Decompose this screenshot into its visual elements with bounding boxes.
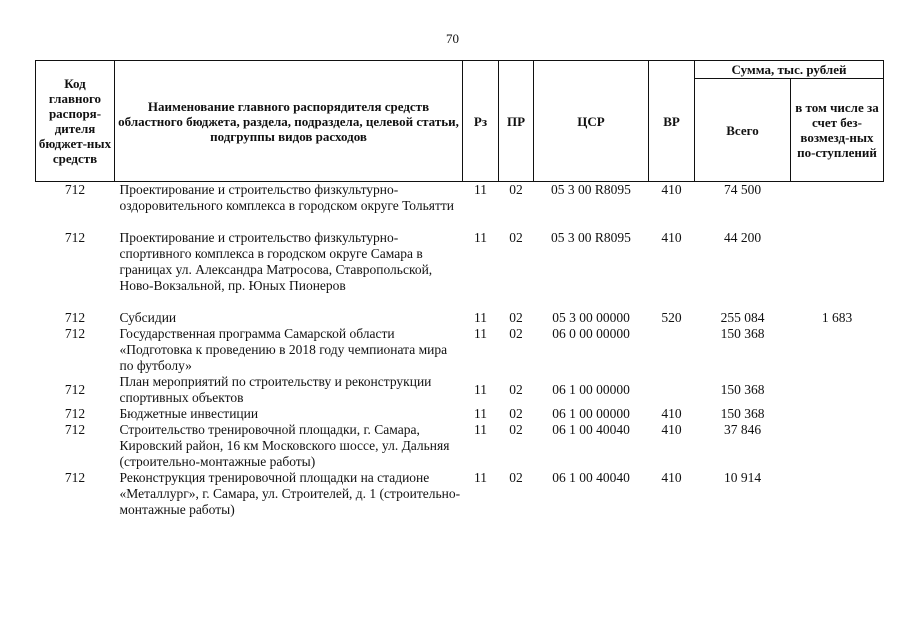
table-row — [36, 406, 884, 422]
cell-csr: 06 1 00 00000 — [552, 382, 630, 397]
cell-vr: 410 — [661, 422, 682, 437]
cell-name: Проектирование и строительство физкультурно-спортивного комплекса в городском округе Самара в границах ул. Александра Матросова, Ставропольской, Ново-Вокзальной, пр. Юных Пионеров — [119, 230, 433, 293]
cell-csr: 05 3 00 R8095 — [551, 230, 631, 245]
cell-incl — [791, 470, 884, 518]
cell-incl — [791, 406, 884, 422]
cell-total: 44 200 — [723, 230, 762, 245]
cell-vr: 410 — [661, 470, 682, 485]
header-vr: ВР — [649, 61, 695, 182]
cell-vr — [649, 374, 695, 406]
cell-rz: 11 — [474, 310, 487, 325]
cell-name: Строительство тренировочной площадки, г. Самара, Кировский район, 16 км Московского шоссе, ул. Дальняя (строительно-монтажные работы) — [119, 422, 450, 469]
table-row — [36, 374, 884, 406]
cell-incl — [791, 422, 884, 470]
cell-code: 712 — [64, 470, 86, 485]
cell-rz: 11 — [474, 326, 487, 341]
cell-total: 255 084 — [720, 310, 765, 325]
table-row — [36, 182, 884, 231]
cell-csr: 06 1 00 00000 — [552, 406, 630, 421]
cell-csr: 05 3 00 00000 — [552, 310, 630, 325]
cell-pr: 02 — [509, 382, 523, 397]
page-number: 70 — [446, 31, 459, 46]
header-pr: ПР — [499, 61, 534, 182]
cell-pr: 02 — [509, 326, 523, 341]
cell-total: 150 368 — [720, 382, 765, 397]
cell-rz: 11 — [474, 182, 487, 197]
cell-name: План мероприятий по строительству и реконструкции спортивных объектов — [119, 374, 432, 405]
cell-code: 712 — [64, 422, 86, 437]
cell-pr: 02 — [509, 310, 523, 325]
cell-total: 37 846 — [723, 422, 762, 437]
header-code: Код главного распоря-дителя бюджет-ных средств — [36, 61, 115, 182]
cell-rz: 11 — [474, 470, 487, 485]
cell-csr: 05 3 00 R8095 — [551, 182, 631, 197]
cell-rz: 11 — [474, 382, 487, 397]
table-row — [36, 422, 884, 470]
cell-pr: 02 — [509, 406, 523, 421]
cell-rz: 11 — [474, 422, 487, 437]
cell-rz: 11 — [474, 406, 487, 421]
cell-name: Бюджетные инвестиции — [119, 406, 259, 421]
cell-name: Проектирование и строительство физкультурно-оздоровительного комплекса в городском округе Тольятти — [119, 182, 454, 213]
cell-csr: 06 0 00 00000 — [552, 326, 630, 341]
cell-total: 10 914 — [723, 470, 762, 485]
cell-total: 150 368 — [720, 406, 765, 421]
cell-total: 150 368 — [720, 326, 765, 341]
header-incl: в том числе за счет без-возмезд-ных по-ступлений — [791, 79, 884, 182]
header-total: Всего — [695, 79, 791, 182]
cell-total: 74 500 — [723, 182, 762, 197]
cell-csr: 06 1 00 40040 — [552, 470, 630, 485]
cell-vr — [649, 326, 695, 374]
cell-vr: 520 — [661, 310, 682, 325]
cell-incl: 1 683 — [821, 310, 853, 325]
cell-name: Субсидии — [119, 310, 177, 325]
cell-incl — [791, 326, 884, 374]
cell-vr: 410 — [661, 406, 682, 421]
cell-code: 712 — [64, 382, 86, 397]
cell-code: 712 — [64, 182, 86, 197]
cell-pr: 02 — [509, 470, 523, 485]
table-row — [36, 310, 884, 326]
cell-incl — [791, 374, 884, 406]
table-row — [36, 470, 884, 518]
cell-code: 712 — [64, 326, 86, 341]
cell-code: 712 — [64, 310, 86, 325]
cell-pr: 02 — [509, 182, 523, 197]
cell-name: Реконструкция тренировочной площадки на стадионе «Металлург», г. Самара, ул. Строителей, д. 1 (строительно-монтажные работы) — [119, 470, 461, 517]
cell-pr: 02 — [509, 422, 523, 437]
header-rz: Рз — [463, 61, 499, 182]
cell-incl — [791, 182, 884, 231]
cell-vr: 410 — [661, 182, 682, 197]
budget-table — [35, 60, 884, 518]
table-row — [36, 326, 884, 374]
cell-rz: 11 — [474, 230, 487, 245]
table-row — [36, 230, 884, 310]
header-name: Наименование главного распорядителя средств областного бюджета, раздела, подраздела, целевой статьи, подгруппы видов расходов — [115, 61, 463, 182]
cell-vr: 410 — [661, 230, 682, 245]
cell-incl — [791, 230, 884, 310]
cell-name: Государственная программа Самарской области «Подготовка к проведению в 2018 году чемпионата мира по футболу» — [119, 326, 448, 373]
cell-pr: 02 — [509, 230, 523, 245]
cell-code: 712 — [64, 230, 86, 245]
cell-csr: 06 1 00 40040 — [552, 422, 630, 437]
cell-code: 712 — [64, 406, 86, 421]
header-csr: ЦСР — [534, 61, 649, 182]
header-sum-group: Сумма, тыс. рублей — [695, 61, 884, 79]
